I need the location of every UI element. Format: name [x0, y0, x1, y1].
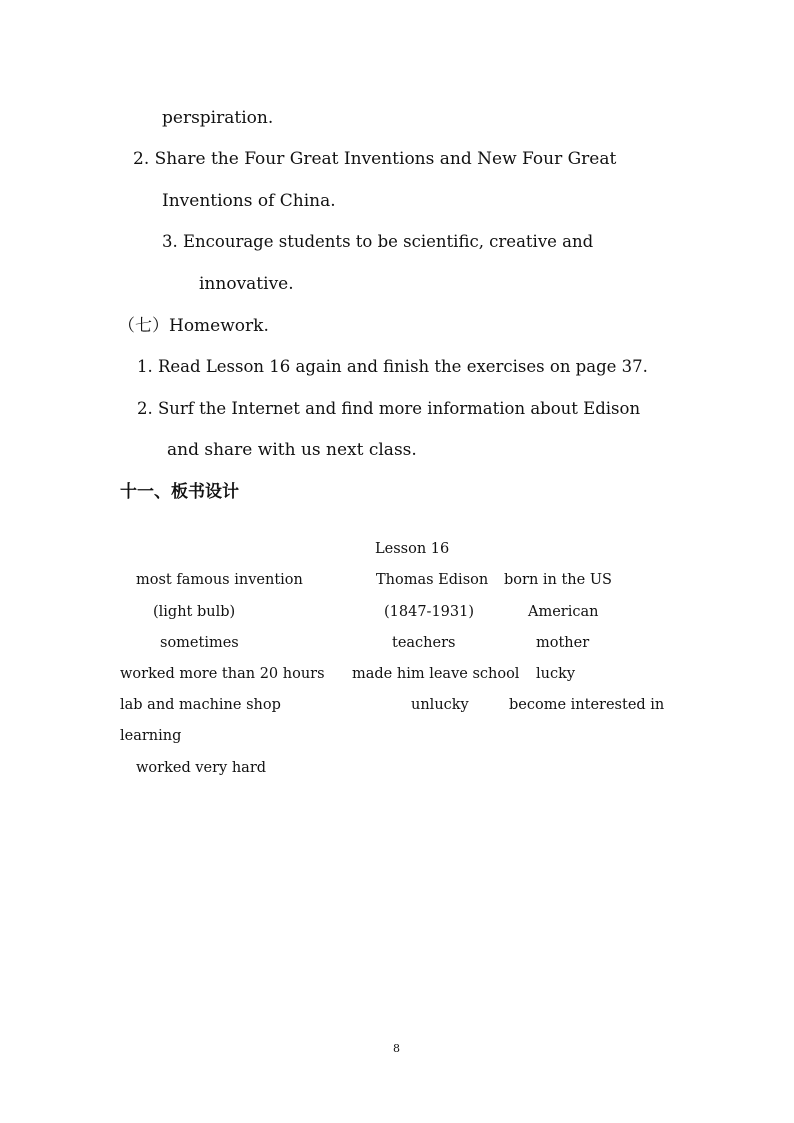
blackboard-text: sometimes	[160, 635, 239, 651]
list-item-encourage-students: 3. Encourage students to be scientific, creative and	[162, 232, 594, 251]
blackboard-text: unlucky	[411, 697, 469, 713]
section-heading-blackboard-design: 十一、板书设计	[120, 482, 239, 502]
blackboard-text: become interested in	[509, 697, 665, 713]
blackboard-text: lab and machine shop	[120, 697, 281, 713]
blackboard-text: teachers	[392, 635, 456, 651]
homework-item-read-lesson: 1. Read Lesson 16 again and finish the exercises on page 37.	[137, 357, 648, 376]
blackboard-text: learning	[120, 728, 182, 744]
homework-heading: （七）Homework.	[118, 316, 269, 336]
blackboard-text: made him leave school	[352, 666, 520, 682]
blackboard-title: Lesson 16	[375, 541, 450, 557]
blackboard-text: mother	[536, 635, 590, 651]
blackboard-text: (light bulb)	[153, 604, 236, 620]
list-item-four-inventions-continued: Inventions of China.	[162, 191, 336, 211]
blackboard-text: American	[528, 604, 599, 620]
blackboard-text: worked more than 20 hours	[120, 666, 325, 682]
blackboard-text: Thomas Edison	[376, 572, 489, 588]
blackboard-text: (1847-1931)	[384, 604, 475, 620]
blackboard-text: worked very hard	[136, 760, 267, 776]
blackboard-text: lucky	[536, 666, 576, 682]
blackboard-text: born in the US	[504, 572, 612, 588]
page-number: 8	[393, 1042, 400, 1055]
text-line-perspiration: perspiration.	[162, 108, 274, 128]
list-item-four-inventions: 2. Share the Four Great Inventions and New Four Great	[133, 149, 617, 169]
homework-item-surf-internet-continued: and share with us next class.	[167, 440, 417, 460]
blackboard-text: most famous invention	[136, 572, 303, 588]
list-item-encourage-students-continued: innovative.	[199, 274, 294, 294]
homework-item-surf-internet: 2. Surf the Internet and find more information about Edison	[137, 399, 641, 418]
